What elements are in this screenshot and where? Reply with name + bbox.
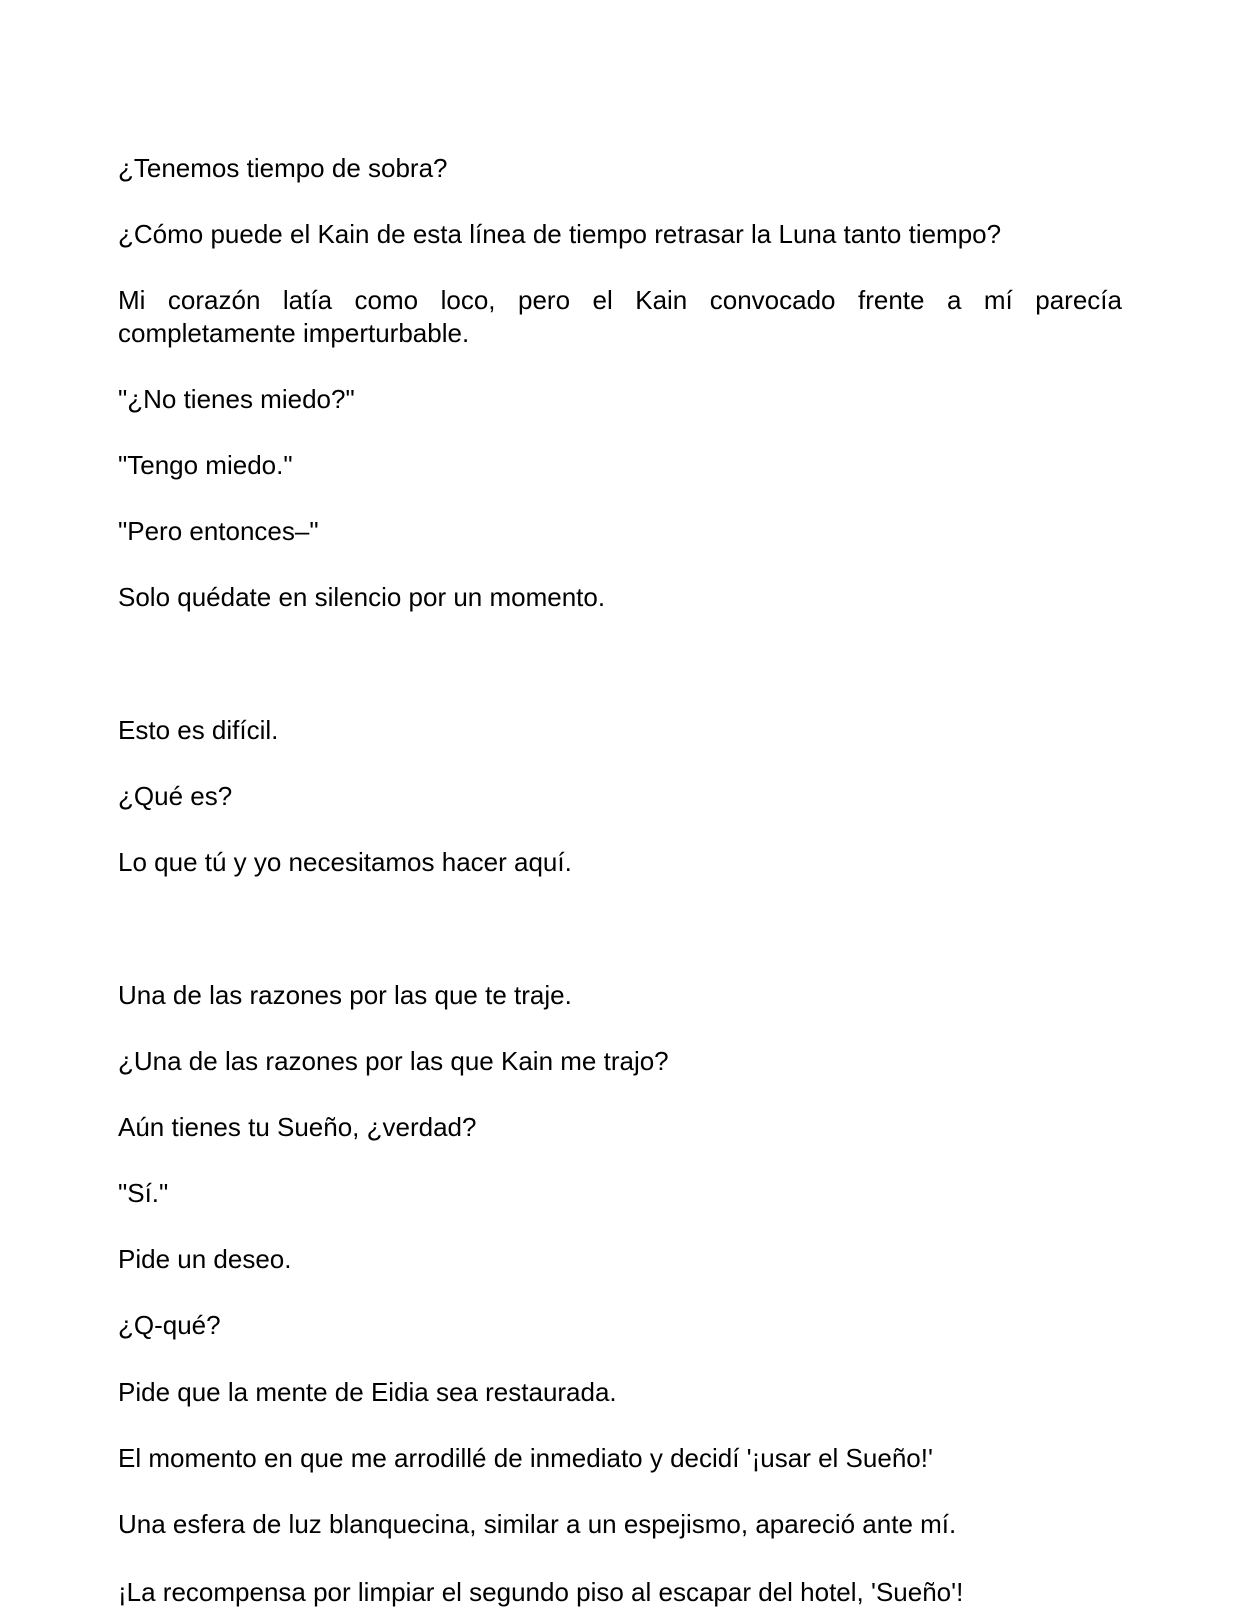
paragraph-20: ¡La recompensa por limpiar el segundo piso al escapar del hotel, 'Sueño'! (118, 1577, 964, 1607)
paragraph-2: ¿Cómo puede el Kain de esta línea de tiempo retrasar la Luna tanto tiempo? (118, 219, 1002, 249)
paragraph-4: "¿No tienes miedo?" (118, 384, 355, 414)
paragraph-6: "Pero entonces–" (118, 516, 319, 546)
paragraph-9: ¿Qué es? (118, 781, 233, 811)
paragraph-18: El momento en que me arrodillé de inmediato y decidí '¡usar el Sueño!' (118, 1443, 933, 1473)
paragraph-16: ¿Q-qué? (118, 1310, 221, 1340)
paragraph-15: Pide un deseo. (118, 1244, 292, 1274)
paragraph-1: ¿Tenemos tiempo de sobra? (118, 153, 448, 183)
paragraph-11: Una de las razones por las que te traje. (118, 980, 572, 1010)
paragraph-7: Solo quédate en silencio por un momento. (118, 582, 606, 612)
paragraph-19: Una esfera de luz blanquecina, similar a un espejismo, apareció ante mí. (118, 1509, 957, 1539)
paragraph-3: Mi corazón latía como loco, pero el Kain convocado frente a mí parecía completamente imperturbable. (118, 285, 1122, 348)
paragraph-5: "Tengo miedo." (118, 450, 293, 480)
paragraph-14: "Sí." (118, 1178, 169, 1208)
paragraph-10: Lo que tú y yo necesitamos hacer aquí. (118, 847, 572, 877)
paragraph-17: Pide que la mente de Eidia sea restaurada. (118, 1377, 617, 1407)
paragraph-12: ¿Una de las razones por las que Kain me trajo? (118, 1046, 669, 1076)
paragraph-13: Aún tienes tu Sueño, ¿verdad? (118, 1112, 477, 1142)
paragraph-8: Esto es difícil. (118, 715, 279, 745)
